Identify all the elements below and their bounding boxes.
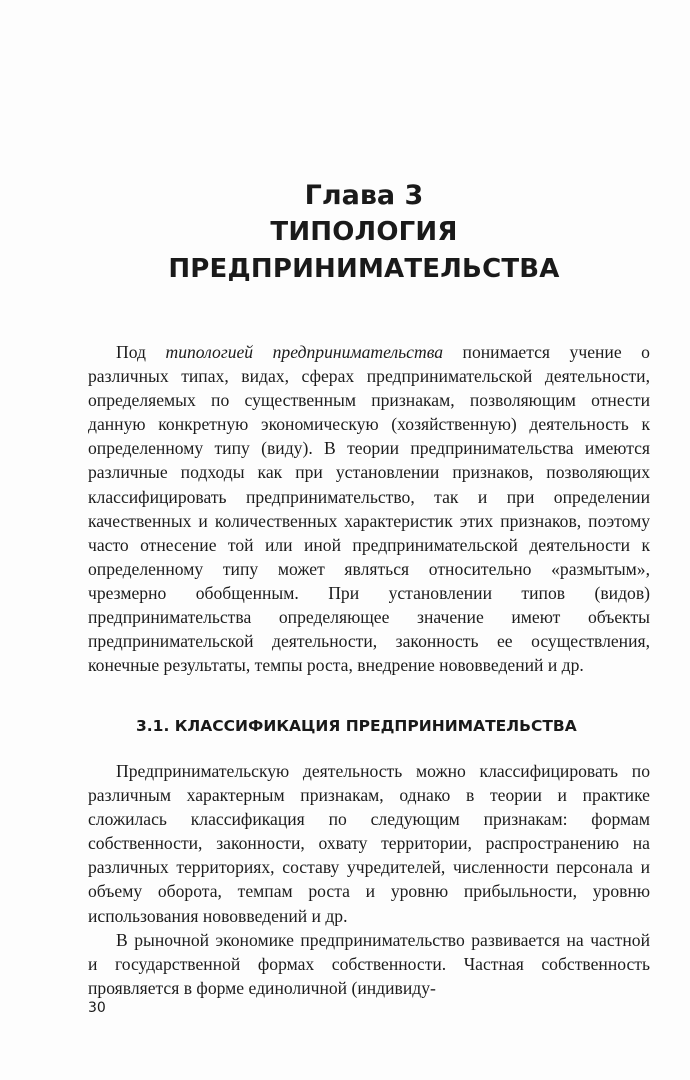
intro-text-block — [88, 340, 650, 677]
chapter-heading — [0, 178, 690, 288]
intro-body: понимается учение о различных типах, видах, сферах предпринимательской деятельности, определяемых по существенным признакам, позволяющим отнести данную конкретную экономическую (хозяйственную) деятельность к определенному типу (виду). В теории предпринимательства имеются различные подходы как при установлении признаков, позволяющих классифицировать предпринимательство, так и при определении качественных и количественных характеристик этих признаков, поэтому часто отнесение той или иной предпринимательской деятельности к определенному типу может являться относительно «размытым», чрезмерно обобщенным. При установлении типов (видов) предпринимательства определяющее значение имеют объекты предпринимательской деятельности, законность ее осуществления, конечные результаты, темпы роста, внедрение нововведений и др. — [88, 342, 650, 676]
chapter-title-line-1: ТИПОЛОГИЯ — [270, 217, 458, 247]
intro-term: типологией предпринимательства — [165, 342, 444, 362]
page-number: 30 — [88, 1000, 106, 1016]
section-text-block — [88, 759, 650, 1000]
intro-paragraph — [88, 340, 650, 677]
section-paragraph-2: В рыночной экономике предпринимательство развивается на частной и государственной формах собственности. Частная собственность проявляется в форме единоличной (индивиду- — [88, 929, 650, 998]
chapter-label: Глава 3 — [304, 180, 424, 211]
intro-lead: Под — [116, 342, 166, 362]
section-heading: 3.1. КЛАССИФИКАЦИЯ ПРЕДПРИНИМАТЕЛЬСТВА — [136, 717, 577, 735]
section-paragraph-1: Предпринимательскую деятельность можно классифицировать по различным характерным признакам, однако в теории и практике сложилась классификация по следующим признакам: формам собственности, законности, охвату территории, распространению на различных территориях, составу учредителей, численности персонала и объему оборота, темпам роста и уровню прибыльности, уровню использования нововведений и др. — [88, 761, 650, 926]
chapter-title-line-2: ПРЕДПРИНИМАТЕЛЬСТВА — [168, 254, 560, 284]
